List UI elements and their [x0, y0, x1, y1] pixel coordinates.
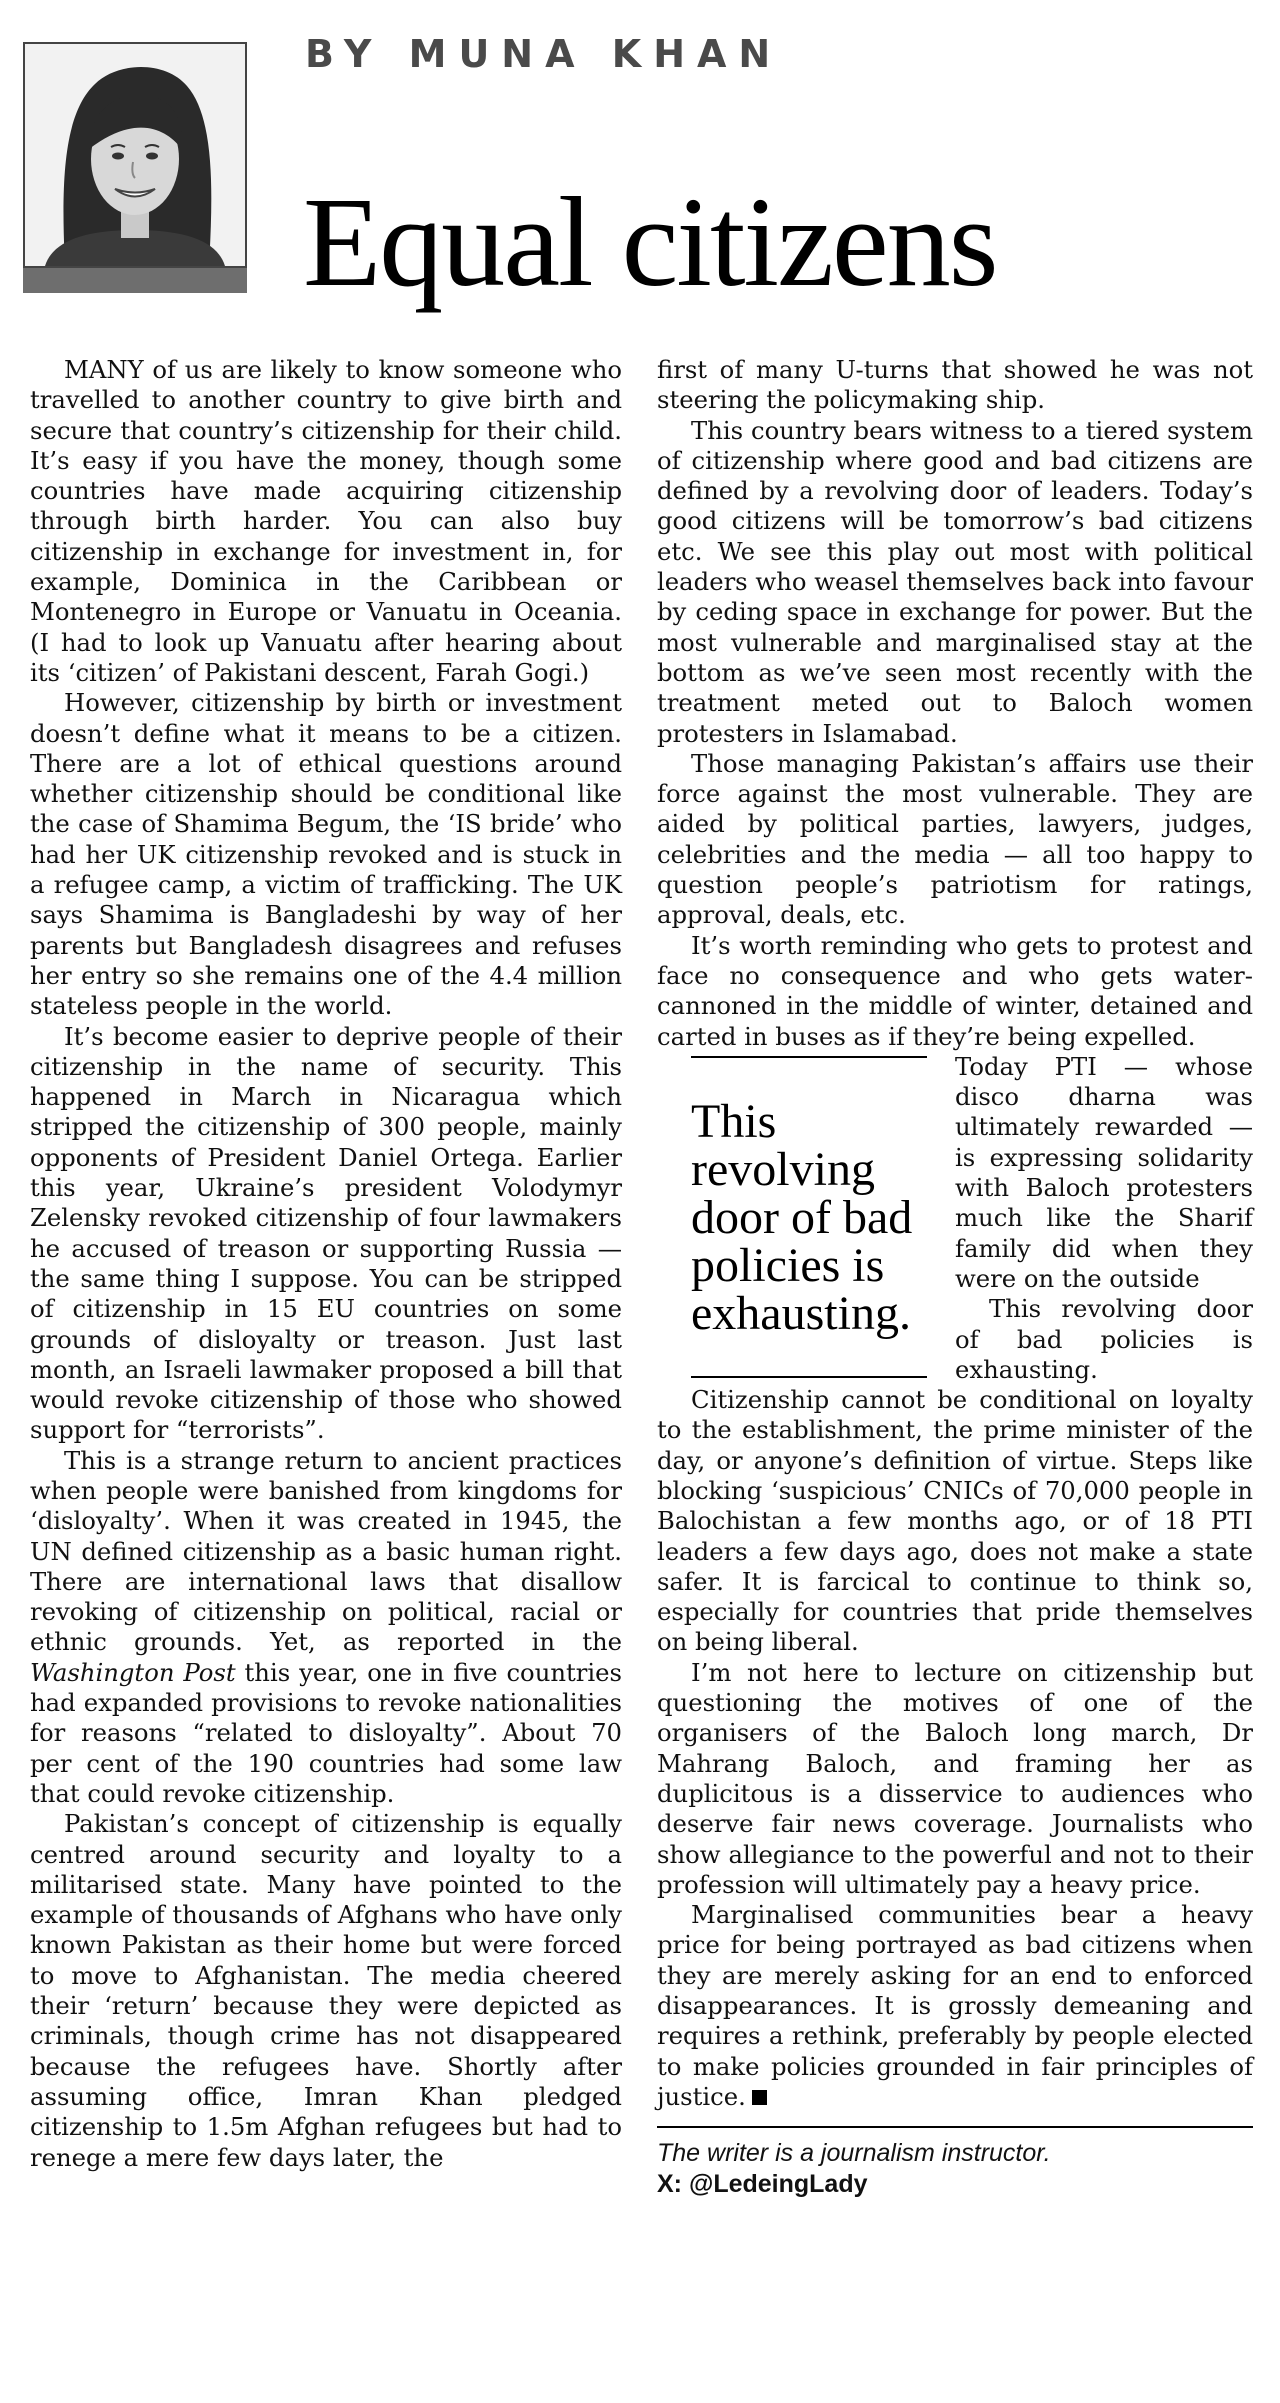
paragraph-text: this year, one in five countries had expanded provisions to revoke nationalities for reasons “related to disloyalty”. About 70 per cent of the 190 countries had some law that could revoke citizenship. — [30, 1657, 622, 1808]
paragraph-text: This is a strange return to ancient practices when people were banished from kingdoms for ‘disloyalty’. When it was created in 1945, the UN defined citizenship as a basic human right. There are international laws that disallow revoking of citizenship on political, racial or ethnic grounds. Yet, as reported in the — [30, 1445, 622, 1657]
article-paragraph-continued: Today PTI — whose disco dharna was ultimately rewarded — is expressing solidarity with Baloch protesters much like the Sharif family did when they were on the outside — [955, 1051, 1253, 1293]
article-paragraph: However, citizenship by birth or investment doesn’t define what it means to be a citizen. There are a lot of ethical questions around whether citizenship should be conditional like the case of Shamima Begum, the ‘IS bride’ who had her UK citizenship revoked and is stuck in a refugee camp, a victim of trafficking. The UK says Shamima is Bangladeshi by way of her parents but Bangladesh disagrees and refuses her entry so she remains one of the 4.4 million stateless people in the world. — [30, 688, 622, 1021]
end-mark-icon — [752, 2090, 767, 2105]
article-paragraph — [657, 1900, 1253, 2112]
article-paragraph: I’m not here to lecture on citizenship but questioning the motives of one of the organisers of the Baloch long march, Dr Mahrang Baloch, and framing her as duplicitous is a disservice to audiences who deserve fair news coverage. Journalists who show allegiance to the powerful and not to their profession will ultimately pay a heavy price. — [657, 1657, 1253, 1899]
paragraph-text: Marginalised communities bear a heavy price for being portrayed as bad citizens when they are merely asking for an end to enforced disappearances. It is grossly demeaning and requires a rethink, preferably by people elected to make policies grounded in fair principles of justice. — [657, 1900, 1253, 2111]
byline: BY MUNA KHAN — [305, 32, 783, 76]
headline: Equal citizens — [303, 171, 997, 313]
article-paragraph: Those managing Pakistan’s affairs use their force against the most vulnerable. They are aided by political parties, lawyers, judges, celebrities and the media — all too happy to question people’s patriotism for ratings, approval, deals, etc. — [657, 748, 1253, 930]
portrait-caption-bar — [23, 268, 247, 293]
article-paragraph: This revolving door of bad policies is exhausting. — [955, 1294, 1253, 1384]
article-paragraph: It’s worth reminding who gets to protest and face no consequence and who gets water-cannoned in the middle of winter, detained and carted in buses as if they’re being expelled. — [657, 930, 1253, 1051]
author-portrait — [23, 42, 247, 268]
article-paragraph: MANY of us are likely to know someone who travelled to another country to give birth and secure that country’s citizenship for their child. It’s easy if you have the money, though some countries have made acquiring citizenship through birth harder. You can also buy citizenship in exchange for investment in, for example, Dominica in the Caribbean or Montenegro in Europe or Vanuatu in Oceania. (I had to look up Vanuatu after hearing about its ‘citizen’ of Pakistani descent, Farah Gogi.) — [30, 355, 622, 687]
writer-note: The writer is a journalism instructor. — [657, 2139, 1051, 2168]
pull-quote — [691, 1056, 927, 1378]
article-paragraph — [30, 1446, 622, 1810]
article-paragraph: Pakistan’s concept of citizenship is equally centred around security and loyalty to a militarised state. Many have pointed to the example of thousands of Afghans who have only known Pakistan as their home but were forced to move to Afghanistan. The media cheered their ‘return’ because they were depicted as criminals, though crime has not disappeared because the refugees have. Shortly after assuming office, Imran Khan pledged citizenship to 1.5m Afghan refugees but had to renege a mere few days later, the — [30, 1809, 622, 2172]
article-paragraph-continued: first of many U-turns that showed he was not steering the policymaking ship. — [657, 355, 1253, 415]
pull-quote-text: This revolving door of bad policies is exhausting. — [691, 1094, 913, 1340]
article-column-right — [657, 355, 1253, 2200]
social-handle: X: @LedeingLady — [657, 2170, 868, 2199]
article-column-left — [30, 355, 622, 2173]
footer-divider — [657, 2126, 1253, 2128]
article-paragraph: It’s become easier to deprive people of their citizenship in the name of security. This happened in March in Nicaragua which stripped the citizenship of 300 people, mainly opponents of President Daniel Ortega. Earlier this year, Ukraine’s president Volodymyr Zelensky revoked citizenship of four lawmakers he accused of treason or supporting Russia — the same thing I suppose. You can be stripped of citizenship in 15 EU countries on some grounds of disloyalty or treason. Just last month, an Israeli lawmaker proposed a bill that would revoke citizenship of those who showed support for “terrorists”. — [30, 1021, 622, 1445]
publication-name: Washington Post — [30, 1657, 236, 1687]
article-paragraph: Citizenship cannot be conditional on loyalty to the establishment, the prime minister of the day, or anyone’s definition of virtue. Steps like blocking ‘suspicious’ CNICs of 70,000 people in Balochistan a few months ago, or of 18 PTI leaders a few days ago, does not make a state safer. It is farcical to continue to think so, especially for countries that pride themselves on being liberal. — [657, 1385, 1253, 1657]
author-portrait-illustration — [25, 44, 245, 266]
article-paragraph: This country bears witness to a tiered system of citizenship where good and bad citizens are defined by a revolving door of leaders. Today’s good citizens will be tomorrow’s bad citizens etc. We see this play out most with political leaders who weasel themselves back into favour by ceding space in exchange for power. But the most vulnerable and marginalised stay at the bottom as we’ve seen most recently with the treatment meted out to Baloch women protesters in Islamabad. — [657, 415, 1253, 748]
